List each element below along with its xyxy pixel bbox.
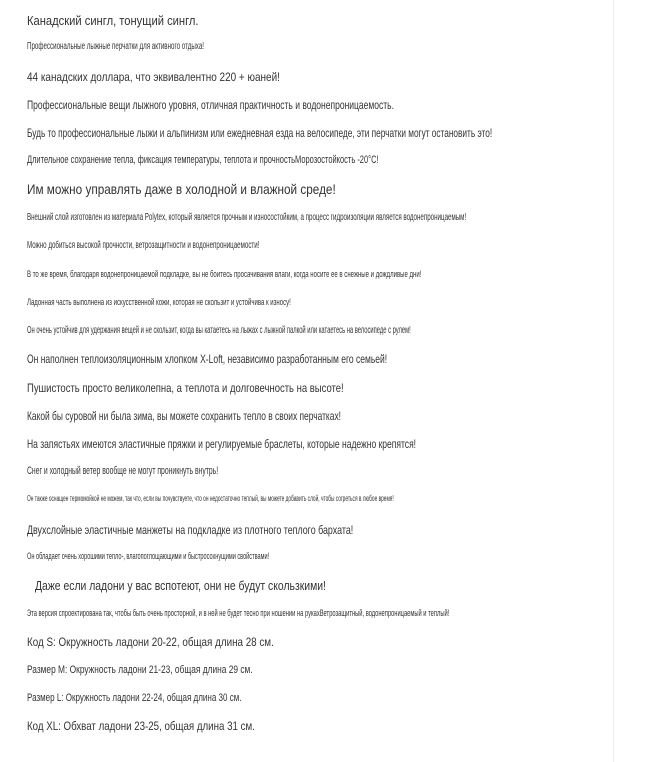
description-line-7: Им можно управлять даже в холодной и влажной среде! bbox=[27, 181, 336, 197]
description-line-21: Даже если ладони у вас вспотеют, они не будут скользкими! bbox=[35, 578, 326, 593]
description-line-15: Какой бы суровой ни была зима, вы можете сохранить тепло в своих перчатках! bbox=[27, 409, 341, 423]
size-xl-line: Код XL: Обхват ладони 23-25, общая длина 31 см. bbox=[27, 719, 255, 733]
description-line-9: Можно добиться высокой прочности, ветрозащитности и водонепроницаемости! bbox=[27, 240, 260, 251]
description-line-5: Будь то профессиональные лыжи и альпинизм или ежедневная езда на велосипеде, эти перчатки могут остановить это! bbox=[27, 126, 493, 140]
description-panel bbox=[25, 0, 614, 762]
description-line-13: Он наполнен теплоизоляционным хлопком X-Loft, независимо разработанным его семьей! bbox=[27, 352, 388, 366]
description-line-16: На запястьях имеются эластичные пряжки и регулируемые браслеты, которые надежно крепятся! bbox=[27, 437, 417, 451]
description-line-14: Пушистость просто великолепна, а теплота и долговечность на высоте! bbox=[27, 381, 344, 395]
description-line-3: 44 канадских доллара, что эквивалентно 220 + юаней! bbox=[27, 70, 280, 84]
description-line-17: Снег и холодный ветер вообще не могут проникнуть внутрь! bbox=[27, 465, 219, 477]
description-line-11: Ладонная часть выполнена из искусственной кожи, которая не скользит и устойчива к износу! bbox=[27, 297, 291, 307]
description-line-12: Он очень устойчив для удержания вещей и не скользит, когда вы катаетесь на лыжах с лыжной палкой или катаетесь на велосипеде с рулем! bbox=[27, 325, 411, 336]
description-line-22: Эта версия спроектирована так, чтобы быть очень просторной, и в ней не будет тесно при ношении на рукахВетрозащитный, водонепроницаемый и теплый! bbox=[27, 608, 450, 618]
description-line-19: Двухслойные эластичные манжеты на подкладке из плотного теплого бархата! bbox=[27, 523, 354, 537]
size-m-line: Размер M: Окружность ладони 21-23, общая длина 29 см. bbox=[27, 664, 253, 676]
description-line-4: Профессиональные вещи лыжного уровня, отличная практичность и водонепроницаемость. bbox=[27, 98, 394, 112]
description-line-10: В то же время, благодаря водонепроницаемой подкладке, вы не боитесь просачивания влаги, когда носите ее в снежные и дождливые дни! bbox=[27, 269, 422, 279]
description-line-8: Внешний слой изготовлен из материала Polytex, который является прочным и износостойким, а процесс гидроизоляции является водонепроницаемым! bbox=[27, 212, 467, 223]
size-l-line: Размер L: Окружность ладони 22-24, общая длина 30 см. bbox=[27, 692, 242, 704]
description-line-2: Профессиональные лыжные перчатки для активного отдыха! bbox=[27, 41, 204, 52]
description-line-1: Канадский сингл, тонущий сингл. bbox=[27, 13, 199, 28]
description-line-6: Длительное сохранение тепла, фиксация температуры, теплота и прочностьМорозостойкость -20°C! bbox=[27, 154, 379, 166]
size-s-line: Код S: Окружность ладони 20-22, общая длина 28 см. bbox=[27, 635, 274, 649]
description-line-18: Он также оснащен термомойкой не можем, так что, если вы почувствуете, что он недостаточно теплый, вы можете добавить слой, чтобы согреться в любое время! bbox=[27, 494, 394, 503]
description-line-20: Он обладает очень хорошими тепло-, влагопоглощающими и быстросохнущими свойствами! bbox=[27, 551, 270, 561]
